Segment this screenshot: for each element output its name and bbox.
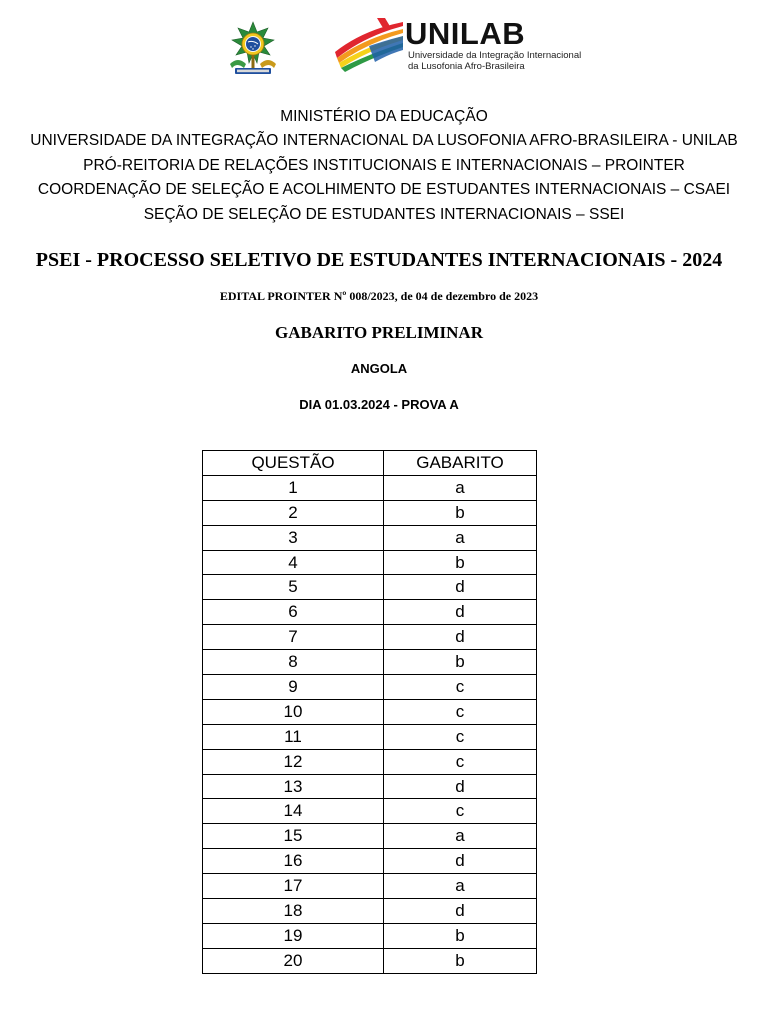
table-row — [203, 923, 537, 948]
header-university: UNIVERSIDADE DA INTEGRAÇÃO INTERNACIONAL DA LUSOFONIA AFRO-BRASILEIRA - UNILAB — [30, 132, 738, 150]
table-row — [203, 849, 537, 874]
answer-cell: d — [384, 849, 537, 874]
question-number-cell: 12 — [203, 749, 384, 774]
answer-key-table — [202, 450, 537, 974]
answer-cell: d — [384, 899, 537, 924]
answer-cell: b — [384, 550, 537, 575]
table-header-row — [203, 451, 537, 476]
table-row — [203, 948, 537, 973]
gabarito-heading: GABARITO PRELIMINAR — [275, 323, 483, 342]
logo-bar — [0, 14, 768, 80]
answer-cell: c — [384, 799, 537, 824]
answer-cell: c — [384, 724, 537, 749]
header-section: SEÇÃO DE SELEÇÃO DE ESTUDANTES INTERNACIONAIS – SSEI — [143, 205, 625, 223]
table-row — [203, 749, 537, 774]
table-row — [203, 600, 537, 625]
table-row — [203, 824, 537, 849]
question-number-cell: 3 — [203, 525, 384, 550]
country-label: ANGOLA — [350, 361, 408, 376]
table-row — [203, 799, 537, 824]
answer-cell: b — [384, 650, 537, 675]
question-number-cell: 13 — [203, 774, 384, 799]
answer-cell: a — [384, 525, 537, 550]
table-row — [203, 500, 537, 525]
exam-day-label: DIA 01.03.2024 - PROVA A — [299, 397, 459, 412]
question-number-cell: 9 — [203, 675, 384, 700]
table-row — [203, 525, 537, 550]
unilab-subtitle-line2: da Lusofonia Afro-Brasileira — [408, 60, 525, 72]
answer-cell: b — [384, 500, 537, 525]
table-row — [203, 550, 537, 575]
unilab-swoosh-icon — [333, 16, 407, 74]
coat-of-arms-icon — [222, 20, 284, 80]
institution-header — [0, 105, 768, 227]
answer-cell: d — [384, 600, 537, 625]
column-header-answer: GABARITO — [384, 451, 537, 476]
question-number-cell: 10 — [203, 699, 384, 724]
edital-reference: EDITAL PROINTER Nº 008/2023, de 04 de dezembro de 2023 — [219, 289, 539, 303]
table-row — [203, 475, 537, 500]
table-row — [203, 625, 537, 650]
answer-rows — [203, 475, 537, 973]
table-row — [203, 575, 537, 600]
table-row — [203, 724, 537, 749]
question-number-cell: 2 — [203, 500, 384, 525]
header-coordination: COORDENAÇÃO DE SELEÇÃO E ACOLHIMENTO DE ESTUDANTES INTERNACIONAIS – CSAEI — [37, 181, 731, 199]
answer-cell: a — [384, 475, 537, 500]
answer-cell: a — [384, 874, 537, 899]
question-number-cell: 11 — [203, 724, 384, 749]
table-row — [203, 899, 537, 924]
answer-cell: c — [384, 675, 537, 700]
answer-cell: b — [384, 923, 537, 948]
answer-cell: c — [384, 749, 537, 774]
question-number-cell: 19 — [203, 923, 384, 948]
question-number-cell: 8 — [203, 650, 384, 675]
unilab-subtitle-line1: Universidade da Integração Internacional — [408, 50, 582, 61]
question-number-cell: 1 — [203, 475, 384, 500]
question-number-cell: 14 — [203, 799, 384, 824]
answer-cell: d — [384, 774, 537, 799]
question-number-cell: 15 — [203, 824, 384, 849]
question-number-cell: 4 — [203, 550, 384, 575]
answer-cell: b — [384, 948, 537, 973]
column-header-question: QUESTÃO — [203, 451, 384, 476]
unilab-subtitle — [408, 51, 581, 72]
unilab-wordmark: UNILAB — [405, 16, 526, 51]
question-number-cell: 18 — [203, 899, 384, 924]
question-number-cell: 16 — [203, 849, 384, 874]
question-number-cell: 5 — [203, 575, 384, 600]
table-row — [203, 699, 537, 724]
table-row — [203, 774, 537, 799]
question-number-cell: 17 — [203, 874, 384, 899]
table-row — [203, 650, 537, 675]
answer-cell: a — [384, 824, 537, 849]
answer-cell: d — [384, 625, 537, 650]
page-title: PSEI - PROCESSO SELETIVO DE ESTUDANTES INTERNACIONAIS - 2024 — [35, 249, 723, 271]
question-number-cell: 20 — [203, 948, 384, 973]
table-row — [203, 675, 537, 700]
table-row — [203, 874, 537, 899]
question-number-cell: 7 — [203, 625, 384, 650]
answer-cell: d — [384, 575, 537, 600]
question-number-cell: 6 — [203, 600, 384, 625]
answer-cell: c — [384, 699, 537, 724]
header-pro-rectorate: PRÓ-REITORIA DE RELAÇÕES INSTITUCIONAIS E INTERNACIONAIS – PROINTER — [83, 156, 685, 174]
header-ministry: MINISTÉRIO DA EDUCAÇÃO — [280, 108, 488, 125]
unilab-logo — [333, 14, 605, 74]
